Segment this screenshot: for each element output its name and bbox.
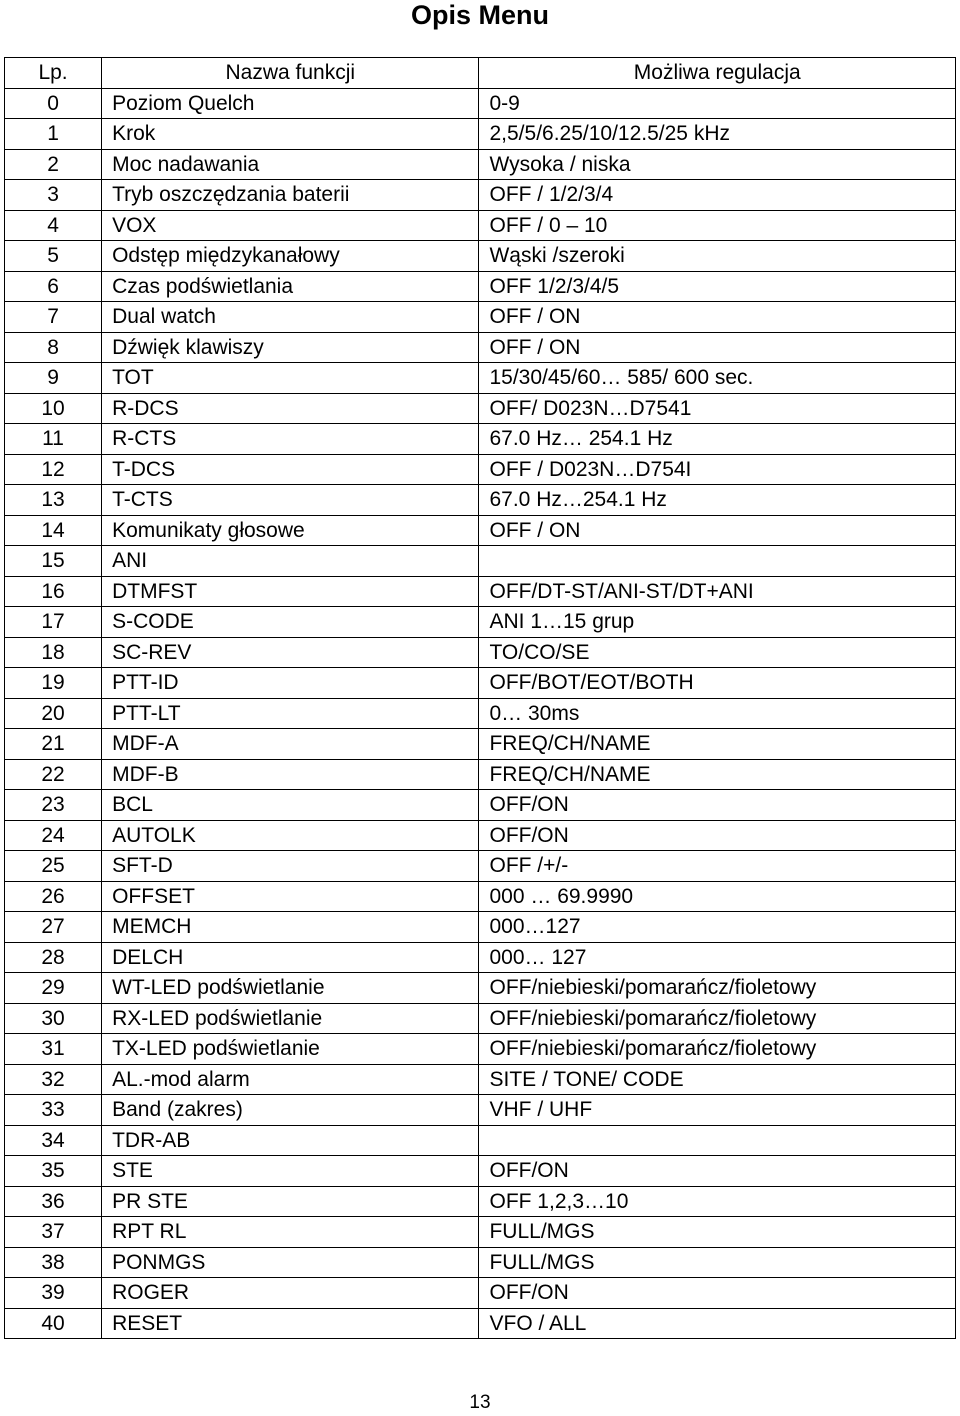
row-adjustment-range: OFF/niebieski/pomarańcz/fioletowy — [479, 973, 956, 1004]
row-adjustment-range: OFF/niebieski/pomarańcz/fioletowy — [479, 1003, 956, 1034]
menu-table-body — [5, 88, 956, 1339]
table-row — [5, 1034, 956, 1065]
row-number: 36 — [5, 1186, 102, 1217]
table-row — [5, 180, 956, 211]
row-function-name: PTT-ID — [102, 668, 479, 699]
row-function-name: T-DCS — [102, 454, 479, 485]
row-number: 11 — [5, 424, 102, 455]
row-number: 20 — [5, 698, 102, 729]
table-row — [5, 485, 956, 516]
row-function-name: BCL — [102, 790, 479, 821]
row-adjustment-range: 67.0 Hz… 254.1 Hz — [479, 424, 956, 455]
row-number: 22 — [5, 759, 102, 790]
table-row — [5, 1247, 956, 1278]
table-row — [5, 912, 956, 943]
row-adjustment-range: TO/CO/SE — [479, 637, 956, 668]
row-adjustment-range: SITE / TONE/ CODE — [479, 1064, 956, 1095]
row-number: 16 — [5, 576, 102, 607]
row-adjustment-range — [479, 546, 956, 577]
row-function-name: Dźwięk klawiszy — [102, 332, 479, 363]
table-row — [5, 1064, 956, 1095]
table-row — [5, 1003, 956, 1034]
row-function-name: TOT — [102, 363, 479, 394]
row-function-name: R-DCS — [102, 393, 479, 424]
row-number: 19 — [5, 668, 102, 699]
table-row — [5, 1217, 956, 1248]
table-row — [5, 729, 956, 760]
row-adjustment-range: OFF/BOT/EOT/BOTH — [479, 668, 956, 699]
row-number: 32 — [5, 1064, 102, 1095]
table-row — [5, 515, 956, 546]
row-function-name: SC-REV — [102, 637, 479, 668]
row-number: 17 — [5, 607, 102, 638]
row-adjustment-range: 000… 127 — [479, 942, 956, 973]
table-row — [5, 851, 956, 882]
row-adjustment-range: Wysoka / niska — [479, 149, 956, 180]
row-number: 14 — [5, 515, 102, 546]
row-function-name: Band (zakres) — [102, 1095, 479, 1126]
row-function-name: PTT-LT — [102, 698, 479, 729]
row-adjustment-range — [479, 1125, 956, 1156]
row-adjustment-range: OFF/DT-ST/ANI-ST/DT+ANI — [479, 576, 956, 607]
row-number: 6 — [5, 271, 102, 302]
row-function-name: S-CODE — [102, 607, 479, 638]
row-adjustment-range: 15/30/45/60… 585/ 600 sec. — [479, 363, 956, 394]
row-adjustment-range: Wąski /szeroki — [479, 241, 956, 272]
page-number: 13 — [469, 1392, 491, 1413]
table-row — [5, 942, 956, 973]
row-function-name: TDR-AB — [102, 1125, 479, 1156]
table-row — [5, 668, 956, 699]
row-adjustment-range: OFF 1/2/3/4/5 — [479, 271, 956, 302]
row-adjustment-range: OFF / ON — [479, 302, 956, 333]
row-number: 10 — [5, 393, 102, 424]
table-row — [5, 210, 956, 241]
row-function-name: WT-LED podświetlanie — [102, 973, 479, 1004]
table-row — [5, 454, 956, 485]
row-function-name: PR STE — [102, 1186, 479, 1217]
row-adjustment-range: ANI 1…15 grup — [479, 607, 956, 638]
table-row — [5, 332, 956, 363]
row-number: 23 — [5, 790, 102, 821]
row-function-name: Komunikaty głosowe — [102, 515, 479, 546]
table-row — [5, 271, 956, 302]
row-number: 39 — [5, 1278, 102, 1309]
table-row — [5, 698, 956, 729]
table-row — [5, 241, 956, 272]
row-adjustment-range: 2,5/5/6.25/10/12.5/25 kHz — [479, 119, 956, 150]
row-number: 27 — [5, 912, 102, 943]
row-adjustment-range: VHF / UHF — [479, 1095, 956, 1126]
table-row — [5, 149, 956, 180]
table-row — [5, 393, 956, 424]
row-number: 5 — [5, 241, 102, 272]
row-function-name: AUTOLK — [102, 820, 479, 851]
row-adjustment-range: FREQ/CH/NAME — [479, 759, 956, 790]
row-adjustment-range: OFF /+/- — [479, 851, 956, 882]
row-adjustment-range: 000 … 69.9990 — [479, 881, 956, 912]
row-function-name: MEMCH — [102, 912, 479, 943]
row-function-name: Tryb oszczędzania baterii — [102, 180, 479, 211]
row-adjustment-range: FULL/MGS — [479, 1217, 956, 1248]
table-row — [5, 1186, 956, 1217]
row-number: 13 — [5, 485, 102, 516]
table-row — [5, 759, 956, 790]
table-row — [5, 363, 956, 394]
row-adjustment-range: 000…127 — [479, 912, 956, 943]
row-number: 12 — [5, 454, 102, 485]
row-function-name: ANI — [102, 546, 479, 577]
row-function-name: Poziom Quelch — [102, 88, 479, 119]
row-adjustment-range: OFF/ON — [479, 820, 956, 851]
row-number: 31 — [5, 1034, 102, 1065]
table-row — [5, 302, 956, 333]
row-adjustment-range: OFF 1,2,3…10 — [479, 1186, 956, 1217]
row-function-name: Dual watch — [102, 302, 479, 333]
row-number: 9 — [5, 363, 102, 394]
row-function-name: TX-LED podświetlanie — [102, 1034, 479, 1065]
row-adjustment-range: OFF/ON — [479, 1156, 956, 1187]
row-adjustment-range: OFF / ON — [479, 515, 956, 546]
row-adjustment-range: OFF/ON — [479, 1278, 956, 1309]
row-adjustment-range: 0… 30ms — [479, 698, 956, 729]
row-number: 1 — [5, 119, 102, 150]
row-adjustment-range: 0-9 — [479, 88, 956, 119]
row-number: 21 — [5, 729, 102, 760]
row-function-name: AL.-mod alarm — [102, 1064, 479, 1095]
table-row — [5, 119, 956, 150]
row-function-name: T-CTS — [102, 485, 479, 516]
row-function-name: DTMFST — [102, 576, 479, 607]
row-function-name: MDF-A — [102, 729, 479, 760]
row-number: 4 — [5, 210, 102, 241]
row-number: 25 — [5, 851, 102, 882]
table-row — [5, 637, 956, 668]
row-number: 26 — [5, 881, 102, 912]
table-row — [5, 424, 956, 455]
row-number: 34 — [5, 1125, 102, 1156]
table-row — [5, 1308, 956, 1339]
row-adjustment-range: OFF / 1/2/3/4 — [479, 180, 956, 211]
row-number: 35 — [5, 1156, 102, 1187]
row-adjustment-range: OFF/niebieski/pomarańcz/fioletowy — [479, 1034, 956, 1065]
row-number: 3 — [5, 180, 102, 211]
table-row — [5, 973, 956, 1004]
row-number: 33 — [5, 1095, 102, 1126]
row-function-name: RPT RL — [102, 1217, 479, 1248]
table-row — [5, 1125, 956, 1156]
header-number: Lp. — [5, 58, 102, 89]
row-function-name: RESET — [102, 1308, 479, 1339]
row-function-name: DELCH — [102, 942, 479, 973]
row-function-name: PONMGS — [102, 1247, 479, 1278]
row-function-name: Moc nadawania — [102, 149, 479, 180]
row-adjustment-range: OFF/ON — [479, 790, 956, 821]
row-adjustment-range: OFF / D023N…D754I — [479, 454, 956, 485]
row-function-name: R-CTS — [102, 424, 479, 455]
row-adjustment-range: OFF/ D023N…D7541 — [479, 393, 956, 424]
table-row — [5, 881, 956, 912]
menu-table — [4, 57, 956, 1339]
row-number: 30 — [5, 1003, 102, 1034]
row-adjustment-range: OFF / ON — [479, 332, 956, 363]
row-function-name: OFFSET — [102, 881, 479, 912]
row-number: 8 — [5, 332, 102, 363]
row-number: 0 — [5, 88, 102, 119]
table-row — [5, 88, 956, 119]
row-number: 28 — [5, 942, 102, 973]
row-adjustment-range: 67.0 Hz…254.1 Hz — [479, 485, 956, 516]
header-function-name: Nazwa funkcji — [102, 58, 479, 89]
row-function-name: SFT-D — [102, 851, 479, 882]
table-row — [5, 607, 956, 638]
row-number: 2 — [5, 149, 102, 180]
row-function-name: Odstęp międzykanałowy — [102, 241, 479, 272]
table-row — [5, 546, 956, 577]
row-number: 15 — [5, 546, 102, 577]
row-number: 18 — [5, 637, 102, 668]
table-row — [5, 1095, 956, 1126]
header-adjustment-range: Możliwa regulacja — [479, 58, 956, 89]
row-adjustment-range: OFF / 0 – 10 — [479, 210, 956, 241]
table-row — [5, 820, 956, 851]
row-function-name: ROGER — [102, 1278, 479, 1309]
row-adjustment-range: VFO / ALL — [479, 1308, 956, 1339]
table-row — [5, 1278, 956, 1309]
row-function-name: Krok — [102, 119, 479, 150]
row-number: 29 — [5, 973, 102, 1004]
row-number: 38 — [5, 1247, 102, 1278]
row-function-name: VOX — [102, 210, 479, 241]
page-title: Opis Menu — [410, 0, 549, 30]
table-row — [5, 790, 956, 821]
row-number: 40 — [5, 1308, 102, 1339]
table-row — [5, 576, 956, 607]
row-adjustment-range: FREQ/CH/NAME — [479, 729, 956, 760]
row-function-name: Czas podświetlania — [102, 271, 479, 302]
row-number: 37 — [5, 1217, 102, 1248]
row-adjustment-range: FULL/MGS — [479, 1247, 956, 1278]
row-number: 24 — [5, 820, 102, 851]
row-function-name: RX-LED podświetlanie — [102, 1003, 479, 1034]
table-row — [5, 1156, 956, 1187]
row-number: 7 — [5, 302, 102, 333]
row-function-name: STE — [102, 1156, 479, 1187]
row-function-name: MDF-B — [102, 759, 479, 790]
table-header-row — [5, 58, 956, 89]
